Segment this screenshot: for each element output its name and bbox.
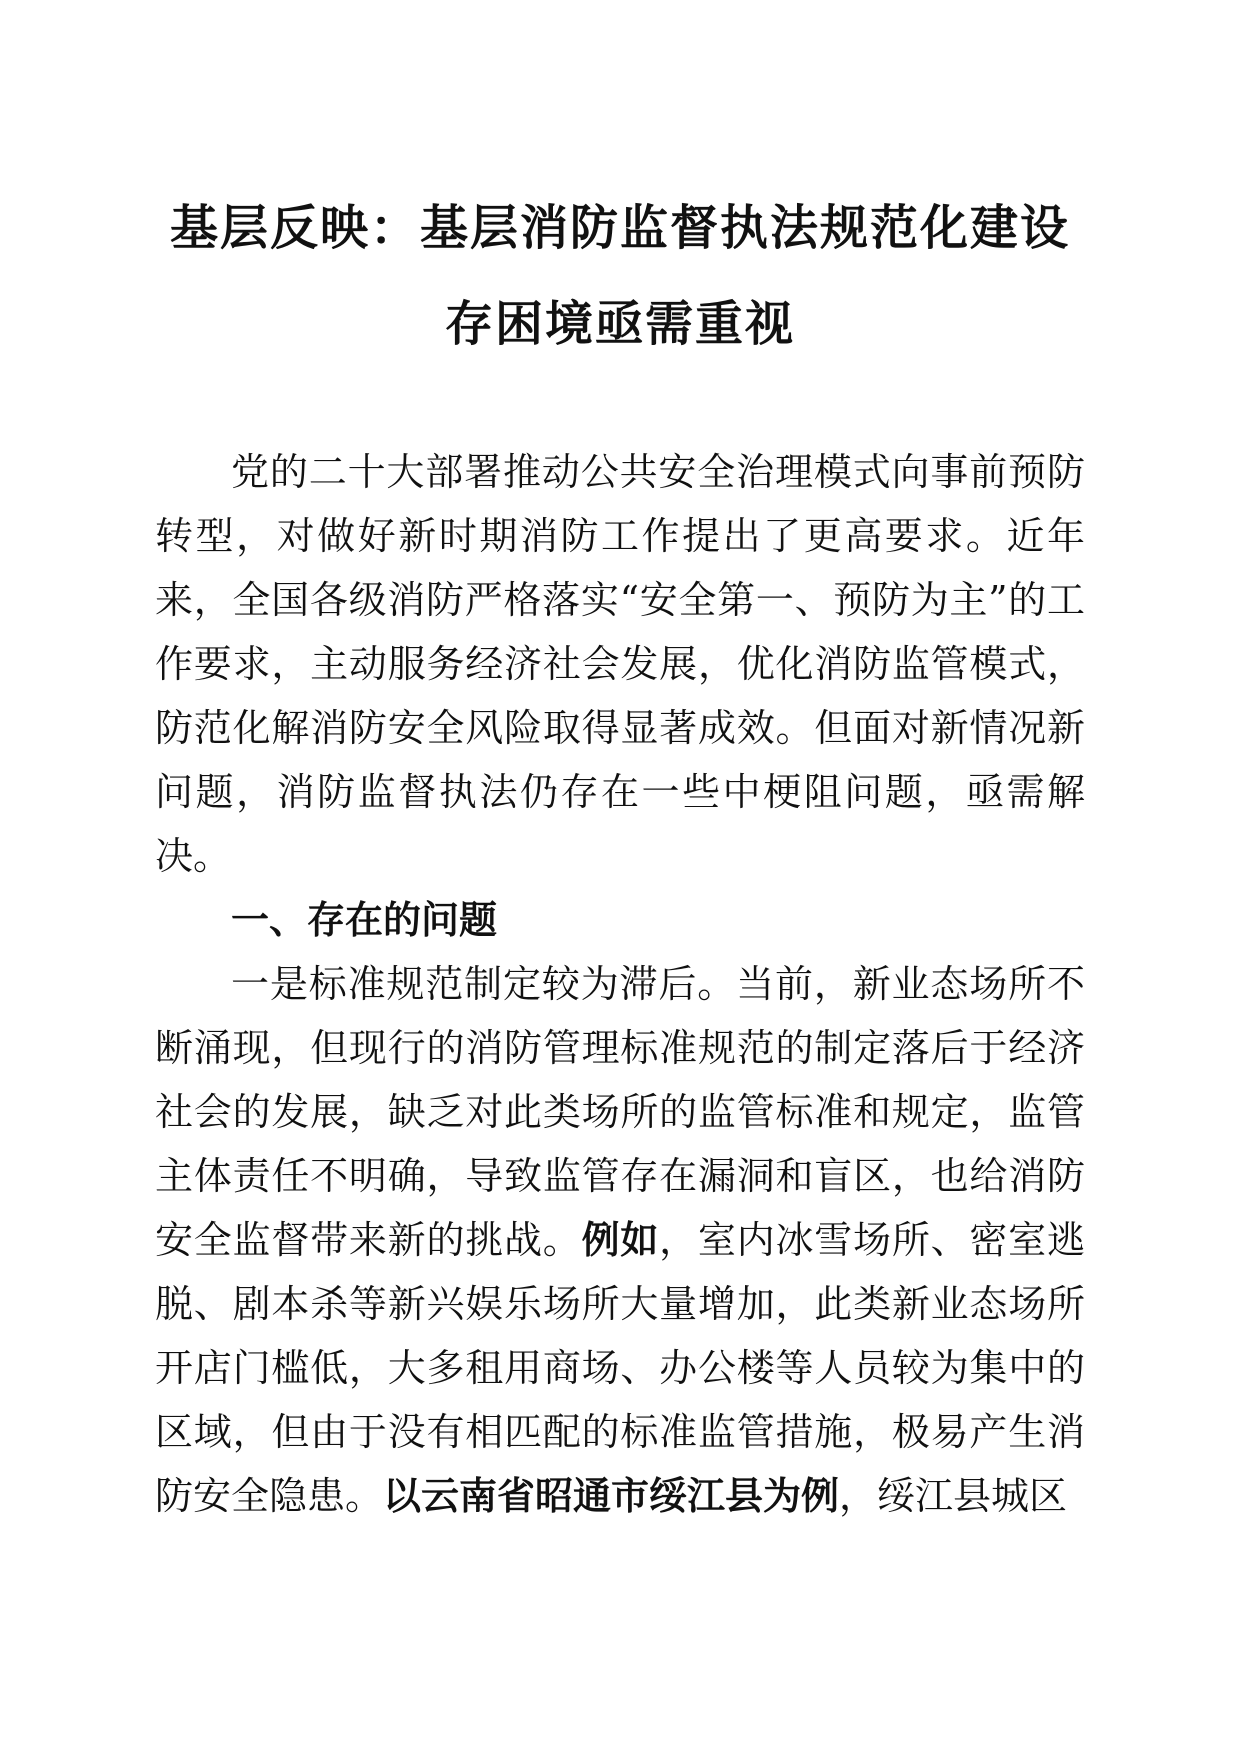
problem-one-paragraph — [155, 952, 1085, 1528]
emphasis-example: 例如 — [581, 1217, 660, 1262]
document-title — [150, 180, 1090, 372]
paragraph-text: 一是标准规范制定较为滞后。当前，新业态场所不断涌现，但现行的消防管理标准规范的制定落后于经济社会的发展，缺乏对此类场所的监管标准和规定，监管主体责任不明确，导致监管存在漏洞和盲区，也给消防安全监督带来新的挑战。 — [155, 962, 1085, 1262]
paragraph-text: ，室内冰雪场所、密室逃脱、剧本杀等新兴娱乐场所大量增加，此类新业态场所开店门槛低，大多租用商场、办公楼等人员较为集中的区域，但由于没有相匹配的标准监管措施，极易产生消防安全隐患。 — [155, 1218, 1085, 1518]
title-line-1: 基层反映：基层消防监督执法规范化建设 — [169, 200, 1070, 256]
paragraph-text: ，绥江县城区 — [839, 1474, 1068, 1518]
title-line-2: 存困境亟需重视 — [444, 296, 795, 352]
document-body — [155, 440, 1085, 1528]
section-heading-problems: 一、存在的问题 — [231, 898, 498, 942]
emphasis-case: 以云南省昭通市绥江县为例 — [383, 1473, 840, 1518]
intro-paragraph: 党的二十大部署推动公共安全治理模式向事前预防转型，对做好新时期消防工作提出了更高要求。近年来，全国各级消防严格落实“安全第一、预防为主”的工作要求，主动服务经济社会发展，优化消防监管模式，防范化解消防安全风险取得显著成效。但面对新情况新问题，消防监督执法仍存在一些中梗阻问题，亟需解决。 — [155, 450, 1085, 878]
